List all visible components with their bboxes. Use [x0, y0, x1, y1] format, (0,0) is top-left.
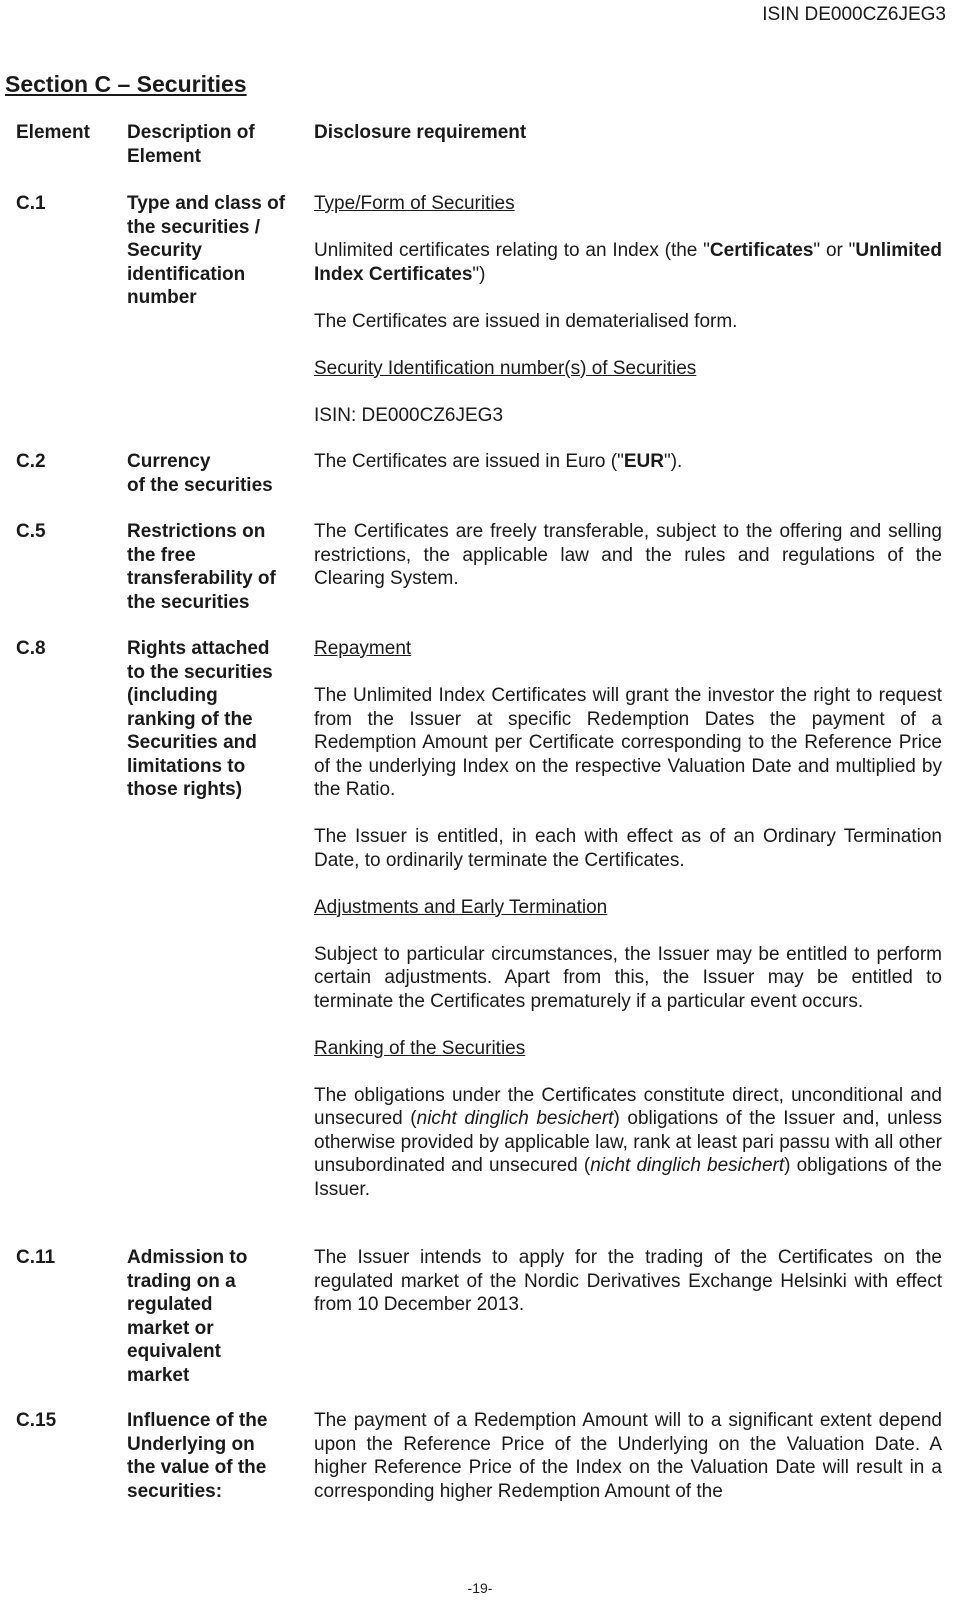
subheading-adjustments: Adjustments and Early Termination: [314, 896, 608, 918]
paragraph: The Unlimited Index Certificates will grant the investor the right to request from the Issuer at specific Redemption Dates the payment of a Redemption Amount per Certificate corresponding to the Reference Price of the underlying Index on the respective Valuation Date and multiplied by the Ratio.: [314, 685, 942, 800]
paragraph: The Issuer is entitled, in each with effect as of an Ordinary Termination Date, to ordinarily terminate the Certificates.: [314, 826, 942, 871]
paragraph: The Certificates are issued in Euro ("EUR").: [314, 451, 683, 472]
element-id: C.8: [16, 638, 46, 659]
element-id: C.2: [16, 451, 46, 472]
isin-value: ISIN: DE000CZ6JEG3: [314, 404, 504, 426]
disclosure-text: [314, 192, 942, 427]
paragraph: The Certificates are issued in dematerialised form.: [314, 310, 738, 332]
element-description: Restrictions on the free transferability of the securities: [127, 521, 276, 613]
element-id: C.5: [16, 521, 46, 542]
element-id: C.11: [16, 1247, 56, 1268]
header-element: Element: [16, 122, 90, 143]
disclosure-text: [314, 520, 942, 591]
paragraph: The payment of a Redemption Amount will to a significant extent depend upon the Reference Price of the Underlying on the Valuation Date. A higher Reference Price of the Index on the Valuation Date will result in a corresponding higher Redemption Amount of the: [314, 1410, 942, 1502]
subheading-repayment: Repayment: [314, 638, 412, 659]
element-id: C.15: [16, 1410, 57, 1431]
paragraph: Unlimited certificates relating to an Index (the "Certificates" or "Unlimited Index Certificates"): [314, 240, 942, 285]
disclosure-text: [314, 637, 942, 1201]
subheading-type-form: Type/Form of Securities: [314, 193, 515, 214]
disclosure-text: [314, 1409, 942, 1503]
page-number: -19-: [467, 1580, 493, 1596]
header-disclosure: Disclosure requirement: [314, 122, 527, 143]
element-description: Currency of the securities: [127, 451, 273, 496]
paragraph: The Certificates are freely transferable, subject to the offering and selling restrictions, the applicable law and the rules and regulations of the Clearing System.: [314, 521, 942, 589]
element-description: Type and class of the securities / Security identification number: [127, 193, 286, 308]
disclosure-text: [314, 1246, 942, 1317]
paragraph: The Issuer intends to apply for the trading of the Certificates on the regulated market of the Nordic Derivatives Exchange Helsinki with effect from 10 December 2013.: [314, 1247, 942, 1315]
element-id: C.1: [16, 193, 46, 214]
subheading-security-id: Security Identification number(s) of Securities: [314, 357, 697, 379]
section-title: Section C – Securities: [5, 71, 247, 97]
element-description: Influence of the Underlying on the value of the securities:: [127, 1410, 268, 1502]
paragraph: The obligations under the Certificates constitute direct, unconditional and unsecured (nicht dinglich besichert) obligations of the Issuer and, unless otherwise provided by applicable law, rank at least pari passu with all other unsubordinated and unsecured (nicht dinglich besichert) obligations of the Issuer.: [314, 1084, 943, 1200]
disclosure-text: [314, 450, 942, 474]
paragraph: Subject to particular circumstances, the Issuer may be entitled to perform certain adjustments. Apart from this, the Issuer may be entitled to terminate the Certificates prematurely if a particular event occurs.: [314, 943, 942, 1012]
header-description: Description of Element: [127, 122, 255, 167]
isin-header: ISIN DE000CZ6JEG3: [762, 4, 946, 25]
element-description: Admission to trading on a regulated market or equivalent market: [127, 1247, 248, 1386]
subheading-ranking: Ranking of the Securities: [314, 1037, 526, 1059]
element-description: Rights attached to the securities (including ranking of the Securities and limitations to those rights): [127, 638, 273, 800]
